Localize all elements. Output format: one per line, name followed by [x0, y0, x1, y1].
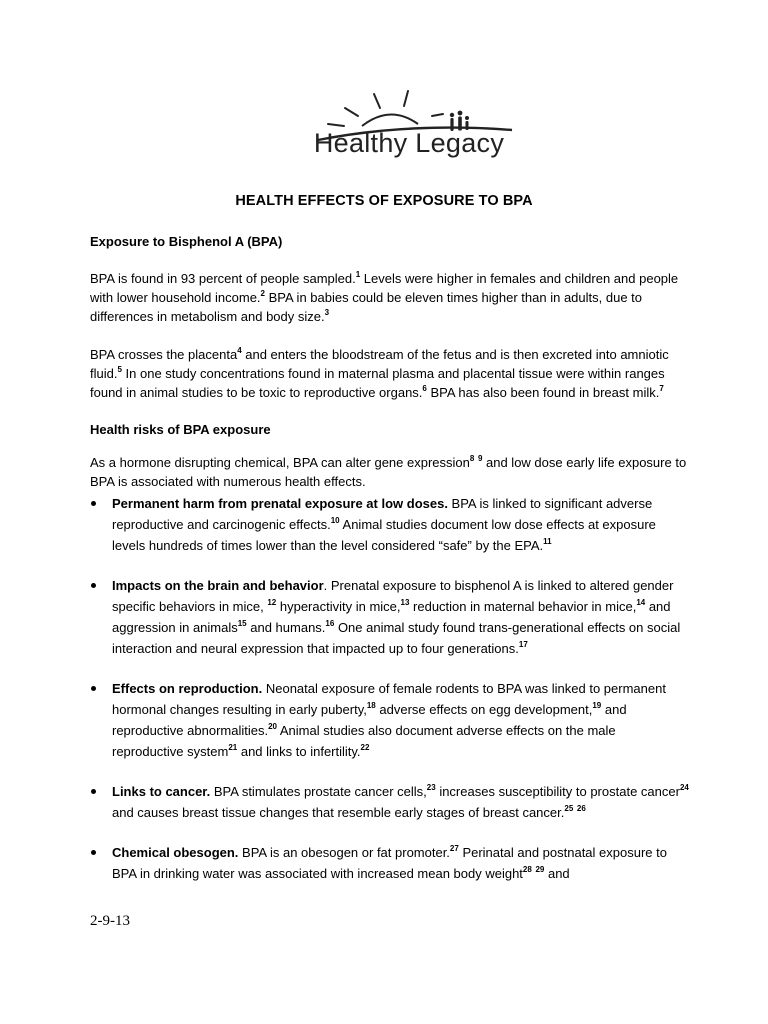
footer-date: 2-9-13	[90, 913, 130, 929]
footnote-ref[interactable]: 19	[592, 701, 602, 710]
section-heading-exposure: Exposure to Bisphenol A (BPA)	[90, 234, 283, 249]
paragraph-prevalence: BPA is found in 93 percent of people sampled.$^1$ Levels were higher in females and children and people with lower household income.$^2$ BPA in babies could be eleven times higher than in adults, due to differences in metabolism and body size.$^3$	[90, 270, 679, 324]
footnote-ref[interactable]: 14	[636, 598, 646, 607]
paragraph-intro: As a hormone disrupting chemical, BPA can alter gene expression$^8$ $^9$ and low dose early life exposure to BPA is associated with numerous health effects.	[90, 454, 687, 489]
footnote-ref[interactable]: 24	[679, 783, 689, 792]
footnote-ref[interactable]: 11	[543, 537, 552, 546]
document-body	[90, 232, 690, 903]
footnote-ref[interactable]: 13	[400, 598, 410, 607]
footnote-ref[interactable]: 22	[360, 743, 370, 752]
footnote-ref[interactable]: 12	[267, 598, 277, 607]
list-item: Effects on reproduction. Neonatal exposure of female rodents to BPA was linked to permanent hormonal changes resulting in early puberty,$^{18}$ adverse effects on egg development,$^{19}$ and reproductive abnormalities.$^{20}$ Animal studies also document adverse effects on the male reproductive system$^{21}$ and links to infertility.$^{22}$	[90, 678, 690, 762]
section-heading-health-risks: Health risks of BPA exposure	[90, 422, 271, 437]
footnote-ref[interactable]: 28	[522, 865, 532, 874]
footnote-ref[interactable]: 25	[564, 804, 574, 813]
healthy-legacy-logo	[300, 86, 516, 178]
footnote-ref[interactable]: 10	[330, 516, 340, 525]
footnote-ref[interactable]: 16	[325, 619, 335, 628]
footnote-ref[interactable]: 8	[469, 454, 475, 463]
footnote-ref[interactable]: 2	[260, 289, 265, 298]
list-item: Permanent harm from prenatal exposure at low doses. BPA is linked to significant adverse reproductive and carcinogenic effects.$^{10}$ Animal studies document low dose effects at exposure levels hundreds of times lower than the level considered “safe” by the EPA.$^{11}$	[90, 493, 690, 556]
footnote-ref[interactable]: 26	[576, 804, 586, 813]
footnote-ref[interactable]: 4	[237, 346, 242, 355]
footnote-ref[interactable]: 17	[518, 640, 528, 649]
paragraph-placenta: BPA crosses the placenta$^4$ and enters the bloodstream of the fetus and is then excreted into amniotic fluid.$^5$ In one study concentrations found in maternal plasma and placental tissue were within ranges found in animal studies to be toxic to reproductive organs.$^6$ BPA has also been found in breast milk.$^7$	[90, 346, 669, 400]
footnote-ref[interactable]: 21	[228, 743, 238, 752]
footnote-ref[interactable]: 1	[355, 270, 361, 279]
footnote-ref[interactable]: 23	[426, 783, 436, 792]
page-title: HEALTH EFFECTS OF EXPOSURE TO BPA	[235, 193, 533, 209]
footnote-ref[interactable]: 7	[659, 384, 664, 393]
footnote-ref[interactable]: 18	[366, 701, 376, 710]
footnote-ref[interactable]: 29	[535, 865, 545, 874]
footnote-ref[interactable]: 20	[268, 722, 277, 731]
footnote-ref[interactable]: 9	[477, 454, 483, 463]
footnote-ref[interactable]: 27	[449, 844, 459, 853]
footnote-ref[interactable]: 3	[324, 308, 330, 317]
logo-wordmark: Healthy Legacy	[313, 128, 505, 158]
list-item: Chemical obesogen. BPA is an obesogen or fat promoter.$^{27}$ Perinatal and postnatal exposure to BPA in drinking water was associated with increased mean body weight$^{28}$ $^{29}$ and	[90, 842, 690, 884]
list-item: Links to cancer. BPA stimulates prostate cancer cells,$^{23}$ increases susceptibility to prostate cancer$^{24}$ and causes breast tissue changes that resemble early stages of breast cancer.$^{25}$ $^{26}$	[90, 781, 690, 823]
health-effects-list	[90, 493, 690, 884]
footnote-ref[interactable]: 15	[237, 619, 247, 628]
footnote-ref[interactable]: 6	[422, 384, 427, 393]
footnote-ref[interactable]: 5	[117, 365, 122, 374]
list-item: Impacts on the brain and behavior. Prenatal exposure to bisphenol A is linked to altered gender specific behaviors in mice, $^{12}$ hyperactivity in mice,$^{13}$ reduction in maternal behavior in mice,$^{14}$ and aggression in animals$^{15}$ and humans.$^{16}$ One animal study found trans-generational effects on social interaction and neural expression that impacted up to four generations.$^{17}$	[90, 575, 690, 659]
